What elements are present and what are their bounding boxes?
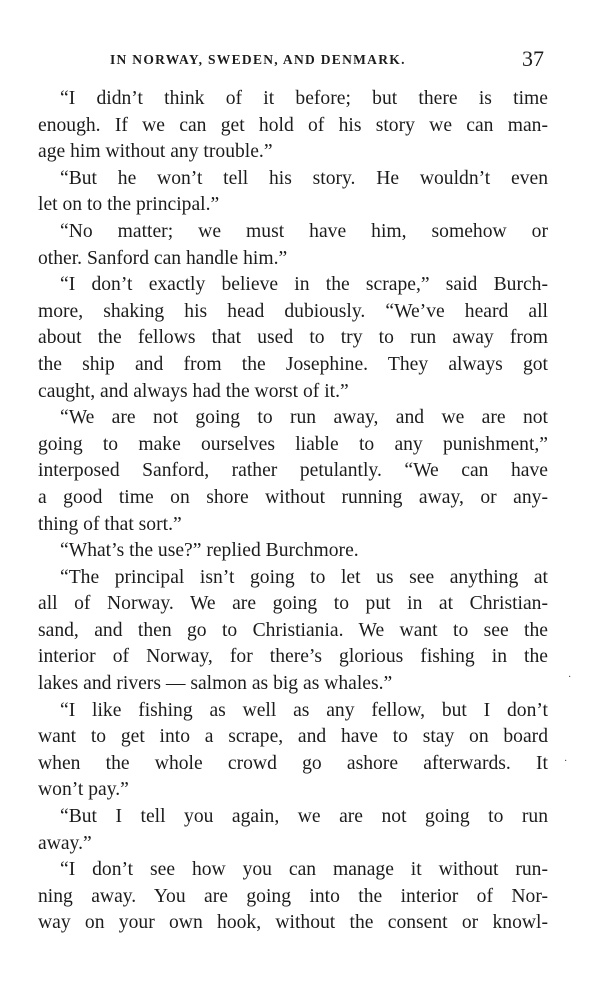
text-line: “I don’t see how you can manage it without run- — [60, 859, 548, 881]
text-line: lakes and rivers — salmon as big as whales.” — [38, 673, 393, 695]
text-line: away.” — [38, 832, 92, 854]
text-line: “I like fishing as well as any fellow, but I don’t — [60, 699, 548, 721]
page-number: 37 — [522, 46, 544, 71]
running-head — [40, 46, 550, 74]
text-line: want to get into a scrape, and have to stay on board — [38, 726, 548, 748]
text-line: interior of Norway, for there’s glorious fishing in the — [38, 646, 548, 668]
text-line: age him without any trouble.” — [38, 141, 273, 163]
text-line: ning away. You are going into the interior of Nor- — [38, 885, 548, 907]
text-line: won’t pay.” — [38, 779, 129, 801]
text-line: “But he won’t tell his story. He wouldn’t even — [60, 167, 548, 189]
text-line: caught, and always had the worst of it.” — [38, 380, 349, 402]
text-line: “I didn’t think of it before; but there is time — [60, 88, 548, 109]
text-line: going to make ourselves liable to any punishment,” — [38, 433, 548, 455]
text-line: let on to the principal.” — [38, 194, 220, 216]
text-line: “But I tell you again, we are not going to run — [60, 806, 548, 828]
margin-dot: · — [564, 756, 568, 767]
text-line: “I don’t exactly believe in the scrape,” said Burch- — [60, 274, 548, 296]
text-line: sand, and then go to Christiania. We want to see the — [38, 619, 548, 641]
margin-dot: · — [568, 672, 572, 683]
text-line: the ship and from the Josephine. They always got — [38, 353, 548, 375]
text-line: when the whole crowd go ashore afterwards. It — [38, 752, 548, 774]
text-line: “No matter; we must have him, somehow or — [60, 220, 548, 242]
running-title: IN NORWAY, SWEDEN, AND DENMARK. — [110, 52, 406, 67]
body-text — [38, 86, 548, 937]
text-line: thing of that sort.” — [38, 513, 182, 535]
text-line: other. Sanford can handle him.” — [38, 247, 288, 269]
text-line: interposed Sanford, rather petulantly. “We can have — [38, 460, 548, 482]
text-line: “What’s the use?” replied Burchmore. — [60, 540, 359, 562]
text-line: more, shaking his head dubiously. “We’ve heard all — [38, 300, 548, 322]
text-line: “The principal isn’t going to let us see anything at — [60, 566, 548, 588]
text-line: all of Norway. We are going to put in at Christian- — [38, 593, 548, 615]
text-line: enough. If we can get hold of his story we can man- — [38, 114, 548, 136]
text-line: “We are not going to run away, and we are not — [60, 407, 548, 429]
text-line: a good time on shore without running away, or any- — [38, 486, 548, 508]
text-line: way on your own hook, without the consent or knowl- — [38, 912, 548, 934]
text-line: about the fellows that used to try to run away from — [38, 327, 548, 349]
